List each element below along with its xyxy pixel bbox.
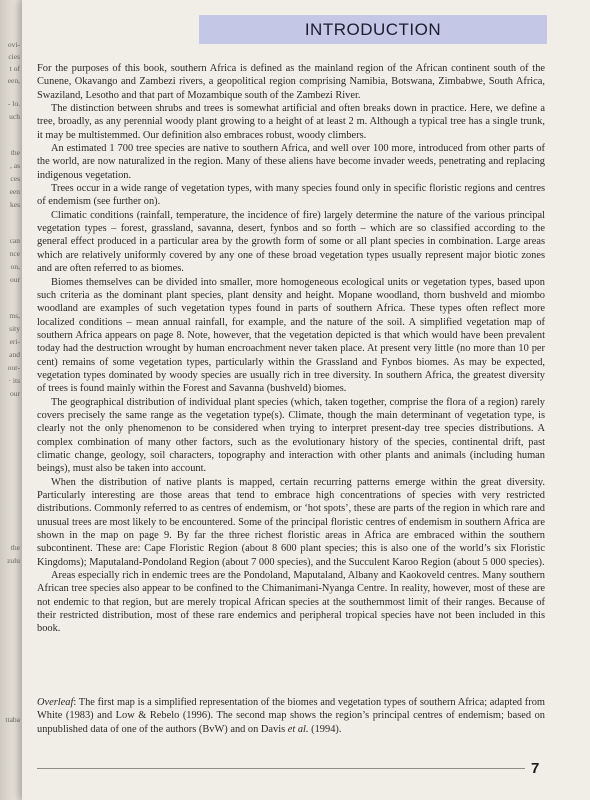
spine-text: and (9, 350, 20, 359)
spine-text: t of (9, 64, 20, 73)
paragraph: Biomes themselves can be divided into smaller, more homogeneous ecological units or vegetation types, based upon such criteria as the dominant plant species, plant density and height. Mopane woodland, thorn bushveld and miombo woodland are examples of such vegetation types found in parts of southern Africa. These types often reflect more localized conditions – mean annual rainfall, for example, and the nature of the soil. A simplified vegetation map of southern Africa appears on page 8. Note, however, that the vegetation depicted is that which would have been prevalent today had the destruction wrought by human encroachment never taken place. At present very little (no more than 10 per cent) remains of some vegetation types, particularly within the Grassland and Fynbos biomes. As may be expected, vegetation types dominated by woody species are usually rich in tree diversity. In southern Africa, the greatest diversity of trees is found mainly within the Forest and Savanna (bushveld) biomes. (37, 276, 545, 395)
spine-text: ovi- (7, 40, 20, 49)
paragraph: For the purposes of this book, southern Africa is defined as the mainland region of the African continent south of the Cunene, Okavango and Zambezi rivers, a geopolitical region comprising Namibia, Botswana, Zimbabwe, South Africa, Swaziland, Lesotho and that part of Mozambique south of the Zambezi River. (37, 63, 545, 101)
spine-text: zulu (7, 556, 20, 565)
spine-text: ms, (9, 311, 20, 320)
spine-text: een (9, 187, 20, 196)
spine-text: een, (7, 76, 20, 85)
paragraph: Areas especially rich in endemic trees are the Pondoland, Maputaland, Albany and Kaokoveld centres. Many southern African tree species also appear to be confined to the Chimanimani-Nyanga Centre. In reality, however, most of these are not endemic to that region, but are merely tropical African species at the southernmost limit of their ranges. Because of their restricted distribution, most of these rare endemics and peripheral tropical species have not been included in this book. (37, 570, 545, 635)
spine-text: eri- (9, 337, 20, 346)
spine-text: cies (8, 52, 20, 61)
spine-text: , as (10, 161, 20, 170)
spine-text: our (10, 389, 20, 398)
spine-text: - lo. (7, 99, 20, 108)
caption-text: : The first map is a simplified representation of the biomes and vegetation types of southern Africa; adapted from White (1983) and Low & Rebelo (1996). The second map shows the region’s principal centres of endemism; based on unpublished data of one of the authors (BvW) and on Davis (37, 697, 545, 735)
paragraph: The geographical distribution of individual plant species (which, taken together, comprise the flora of a region) rarely covers precisely the same range as the vegetation type(s). Climate, though the main determinant of vegetation type, is clearly not the only phenomenon to be considered when trying to interpret present-day tree species distributions. A complex combination of many other factors, such as the evolutionary history of the species, continental drift, past climatic change, geology, soil characters, topography and interaction with other plants and animals (including human beings), must also be taken into account. (37, 396, 545, 475)
spine-text: the (10, 148, 20, 157)
body-text (37, 62, 545, 636)
previous-page-edge (0, 0, 22, 800)
caption-label: Overleaf (37, 697, 74, 708)
page-number: 7 (531, 760, 540, 777)
page-title: INTRODUCTION (304, 19, 442, 39)
caption-citation: et al. (287, 723, 309, 735)
spine-text: ttaba (5, 715, 20, 724)
spine-text: sity (9, 324, 20, 333)
caption-text-end: (1994). (308, 723, 342, 735)
spine-text: the (10, 543, 20, 552)
spine-text: our (10, 275, 20, 284)
spine-text: on, (10, 262, 20, 271)
spine-text: nce (9, 249, 20, 258)
paragraph: An estimated 1 700 tree species are native to southern Africa, and well over 100 more, introduced from other parts of the world, are now naturalized in the region. Many of these aliens have become invader weeds, penetrating and replacing indigenous vegetation. (37, 143, 545, 181)
spine-text: our- (7, 363, 20, 372)
paragraph: The distinction between shrubs and trees is somewhat artificial and often breaks down in practice. Here, we define a tree, broadly, as any perennial woody plant growing to a height of at least 2 m. Although a typical tree has a single trunk, it may be multistemmed. Our definition also embraces robust, woody climbers. (37, 103, 545, 141)
footer-rule (37, 768, 525, 769)
spine-text: uch (9, 112, 20, 121)
paragraph: When the distribution of native plants is mapped, certain recurring patterns emerge within the great diversity. Particularly interesting are those areas that tend to embrace high concentrations of species with very restricted distributions. Commonly referred to as centres of endemism, or ‘hot spots’, these are parts of the region in which rare and unusual trees are most likely to be encountered. Some of the principal floristic centres of endemism in southern Africa are shown in the map on page 9. By far the three richest floristic areas in Africa are embraced within the southern subcontinent. These are: Cape Floristic Region (about 8 600 plant species; this is also one of the world’s six Floristic Kingdoms); Maputaland-Pondoland Region (about 7 000 species), and the Succulent Karoo Region (about 5 000 species). (37, 476, 545, 568)
paragraph: Climatic conditions (rainfall, temperature, the incidence of fire) largely determine the nature of the various principal vegetation types – forest, grassland, savanna, desert, fynbos and so forth – which are so classified according to the general effect produced in a particular area by the growth form of some or all plant species in combination. Large areas which are relatively uniformly covered by any one of these broad vegetation types usually represent major biotic zones and are often referred to as biomes. (37, 209, 545, 275)
spine-text: · its (8, 376, 20, 385)
overleaf-caption (37, 696, 545, 736)
spine-text: ces (10, 174, 20, 183)
spine-text: kes (10, 200, 20, 209)
paragraph: Trees occur in a wide range of vegetation types, with many species found only in specific floristic regions and centres of endemism (see further on). (37, 183, 545, 208)
spine-text: can (9, 236, 20, 245)
title-banner (199, 15, 547, 44)
